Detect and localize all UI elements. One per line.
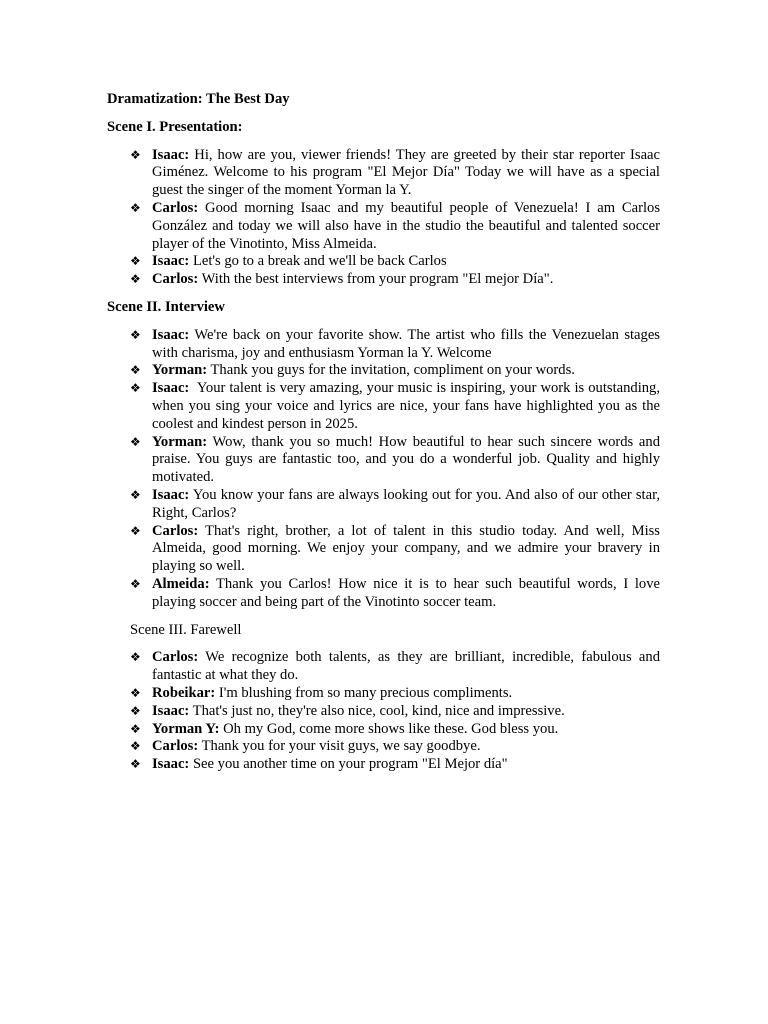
speaker-name: Isaac: (152, 756, 190, 773)
dialogue-list (107, 326, 664, 612)
dialogue-text: Good morning Isaac and my beautiful people of Venezuela! I am Carlos González and today we will also have in the studio the beautiful and talented soccer player of the Vinotinto, Miss Almeida. (152, 199, 664, 252)
dialogue-line (107, 685, 660, 703)
dialogue-text: We're back on your favorite show. The artist who fills the Venezuelan stages with charisma, joy and enthusiasm Yorman la Y. Welcome (152, 326, 664, 361)
dialogue-text: That's just no, they're also nice, cool, kind, nice and impressive. (189, 702, 565, 719)
dialogue-list (107, 146, 664, 289)
dialogue-line (107, 721, 660, 739)
dialogue-line (107, 522, 664, 576)
diamond-bullet-icon: ❖ (130, 703, 141, 718)
dialogue-text: See you another time on your program "El Mejor día" (189, 756, 508, 773)
dialogue-text: Thank you for your visit guys, we say goodbye. (198, 738, 481, 755)
diamond-bullet-icon: ❖ (130, 147, 141, 162)
scene-heading: Scene III. Farewell (130, 621, 242, 638)
speaker-name: Carlos: (152, 738, 199, 755)
diamond-bullet-icon: ❖ (130, 434, 141, 449)
dialogue-text: We recognize both talents, as they are brilliant, incredible, fabulous and fantastic at what they do. (152, 649, 664, 684)
speaker-name: Isaac: (152, 146, 190, 163)
dialogue-line (107, 703, 660, 721)
speaker-name: Carlos: (152, 271, 199, 288)
dialogue-text: I'm blushing from so many precious compliments. (215, 684, 513, 701)
speaker-name: Isaac: (152, 702, 190, 719)
speaker-name: Carlos: (152, 649, 199, 666)
diamond-bullet-icon: ❖ (130, 254, 141, 269)
speaker-name: Carlos: (152, 522, 199, 539)
diamond-bullet-icon: ❖ (130, 576, 141, 591)
diamond-bullet-icon: ❖ (130, 523, 141, 538)
scene-heading: Scene II. Interview (107, 298, 225, 315)
speaker-name: Isaac: (152, 380, 190, 397)
speaker-name: Isaac: (152, 253, 190, 270)
dialogue-text: That's right, brother, a lot of talent in this studio today. And well, Miss Almeida, good morning. We enjoy your company, and we admire your bravery in playing so well. (152, 522, 664, 575)
dialogue-list (107, 649, 664, 774)
dialogue-line (107, 146, 664, 200)
dialogue-text: Your talent is very amazing, your music is inspiring, your work is outstanding, when you sing your voice and lyrics are nice, your fans have highlighted you as the coolest and kindest person in 2025. (152, 380, 664, 432)
speaker-name: Yorman: (152, 362, 208, 379)
dialogue-line (107, 326, 664, 363)
dialogue-text: You know your fans are always looking out for you. And also of our other star, Right, Carlos? (152, 486, 664, 521)
speaker-name: Isaac: (152, 486, 190, 503)
speaker-name: Yorman Y: (152, 720, 220, 737)
speaker-name: Robeikar: (152, 684, 216, 701)
dialogue-text: Wow, thank you so much! How beautiful to hear such sincere words and praise. You guys are fantastic too, and you do a wonderful job. Quality and highly motivated. (152, 433, 664, 486)
diamond-bullet-icon: ❖ (130, 200, 141, 215)
dialogue-line (107, 199, 664, 253)
dialogue-line (107, 362, 660, 380)
diamond-bullet-icon: ❖ (130, 757, 141, 772)
dialogue-line (107, 649, 664, 685)
dialogue-text: With the best interviews from your program "El mejor Día". (198, 271, 554, 288)
dialogue-line (107, 486, 664, 523)
speaker-name: Yorman: (152, 433, 208, 450)
dialogue-line (107, 433, 664, 487)
diamond-bullet-icon: ❖ (130, 363, 141, 378)
dialogue-line (107, 271, 660, 289)
diamond-bullet-icon: ❖ (130, 487, 141, 502)
speaker-name: Almeida: (152, 575, 210, 592)
dialogue-text: Let's go to a break and we'll be back Carlos (189, 253, 447, 270)
dialogue-line (107, 575, 664, 612)
document-title: Dramatization: The Best Day (107, 91, 290, 107)
scene-heading: Scene I. Presentation: (107, 118, 243, 135)
dialogue-line (107, 738, 660, 756)
diamond-bullet-icon: ❖ (130, 721, 141, 736)
diamond-bullet-icon: ❖ (130, 650, 141, 665)
dialogue-line (107, 253, 660, 271)
dialogue-line (107, 380, 664, 433)
speaker-name: Isaac: (152, 326, 190, 343)
speaker-name: Carlos: (152, 199, 199, 216)
dialogue-text: Thank you Carlos! How nice it is to hear such beautiful words, I love playing soccer and being part of the Vinotinto soccer team. (152, 575, 664, 610)
dialogue-line (107, 756, 660, 774)
diamond-bullet-icon: ❖ (130, 381, 141, 396)
dialogue-text: Hi, how are you, viewer friends! They are greeted by their star reporter Isaac Giménez. Welcome to his program "El Mejor Día" Today we will have as a special guest the singer of the moment Yorman la Y. (152, 146, 664, 199)
diamond-bullet-icon: ❖ (130, 272, 141, 287)
diamond-bullet-icon: ❖ (130, 327, 141, 342)
scenes-container (107, 118, 664, 774)
diamond-bullet-icon: ❖ (130, 739, 141, 754)
dialogue-text: Oh my God, come more shows like these. God bless you. (219, 720, 559, 737)
diamond-bullet-icon: ❖ (130, 685, 141, 700)
dialogue-text: Thank you guys for the invitation, compliment on your words. (207, 362, 575, 379)
